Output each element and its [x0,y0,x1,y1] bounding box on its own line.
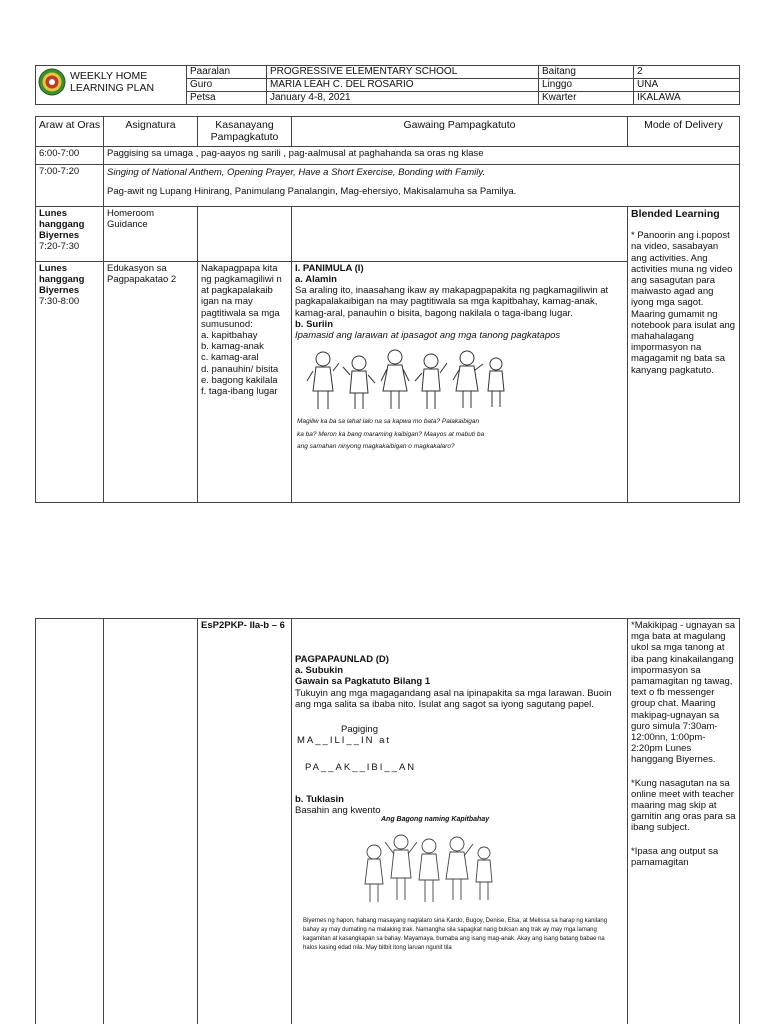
row4-day-time [36,261,104,502]
grade-value: 2 [634,66,740,79]
grade-label: Baitang [539,66,634,79]
row3-day-time [36,206,104,261]
mode-of-delivery-cell [628,206,740,502]
col-header-subject: Asignatura [104,117,198,147]
p2-sub-b: b. Tuklasin [295,793,344,805]
deped-seal-icon [38,68,66,96]
quarter-label: Kwarter [539,92,634,105]
p2-mode-of-delivery [628,619,740,1024]
competency-item: f. taga-ibang lugar [201,385,278,397]
table-row [36,164,740,206]
row3-subject [104,206,198,261]
row1-time: 6:00-7:00 [36,146,104,164]
lesson-plan-table [35,116,740,503]
plan-title-line2: LEARNING PLAN [70,82,155,94]
word-prefix: Pagiging [341,724,378,736]
competency-item: e. bagong kakilala [201,374,278,386]
caption-line3: ang samahan ninyong magkakaibigan o magkakalaro? [297,443,455,451]
caption-line2: ka ba? Meron ka bang maraming kaibigan? Maayos at mabuti ba [297,430,485,438]
row3-subject-line1: Homeroom [107,207,154,219]
activity-sub-a: a. Alamin [295,273,337,285]
p2-mode-text1: *Makikipag - ugnayan sa mga bata at magulang ukol sa mga tanong at iba pang kinakailangang impormasyon sa pamamagitan ng tawag, text o fb messenger group chat. Maaring makipag-ugnayan sa guro simula 7:30am-12:00nn, 1:00pm-2:20pm Lunes hanggang Biyernes. [631,620,736,766]
mode-text: * Panoorin ang i.popost na video, sasabayan ang activities. Ang activities muna ng video ang sasagutan para maiwasto agad ang iyong mga sagot. Maaring gumamit ng notebook para isulat ang mahahalagang impormasyon na magagamit ng bata sa kanyang pagkatuto. [631,230,736,376]
teacher-label: Guro [187,79,267,92]
competency-item: d. panauhin/ bisita [201,363,279,375]
row3-time: 7:20-7:30 [39,241,80,253]
school-value: PROGRESSIVE ELEMENTARY SCHOOL [267,66,539,79]
row4-competency [198,261,292,502]
plan-title-line1: WEEKLY HOME [70,69,148,82]
row3-activities [292,206,628,261]
row3-day-line1: Lunes [39,207,67,219]
competency-item: c. kamag-aral [201,352,259,364]
p2-day-time [36,619,104,1024]
row2-time: 7:00-7:20 [36,164,104,206]
word-puzzle-1: MA__ILI__IN at [297,735,392,747]
school-label: Paaralan [187,66,267,79]
p2-heading: PAGPAPAUNLAD (D) [295,654,389,665]
teacher-value: MARIA LEAH C. DEL ROSARIO [267,79,539,92]
lesson-plan-table-continued [35,618,740,1024]
competency-item: a. kapitbahay [201,329,258,341]
week-value: UNA [634,79,740,92]
competency-intro: Nakapagpapa kita ng pagkamagiliwi n at pagkapalakaib igan na may pagtitiwala sa mga sumusunod: [201,262,282,330]
date-label: Petsa [187,92,267,105]
col-header-competency: Kasanayang Pampagkatuto [198,117,292,147]
p2-sub-a: a. Subukin [295,665,344,677]
p2-story-intro: Basahin ang kwento [295,804,381,816]
p2-mode-text3: *Ipasa ang output sa pamamagitan [631,845,719,868]
activity-text-a: Sa araling ito, inaasahang ikaw ay makapagpapakita ng pagkamagiliwin at pagkapalakaibigan na may pagtitiwala sa mga kapitbahay, kamag-anak, kamag-aral, panauhin o bisita, bagong nakilala o taga-ibang lugar. [295,285,609,319]
row4-day-line1: Lunes [39,262,67,274]
header-table [35,65,740,105]
row3-day-line2: hanggang [39,218,85,230]
table-row [36,146,740,164]
word-puzzle-2: PA__AK__IBI__AN [305,762,417,774]
col-header-mode: Mode of Delivery [628,117,740,147]
table-row [36,619,740,1024]
mode-title: Blended Learning [631,207,720,220]
caption-line1: Magiliw ka ba sa lahat lalo na sa kapwa mo bata? Palakaibigan [297,418,480,426]
plan-title [70,70,154,94]
p2-mode-text2: *Kung nasagutan na sa online meet with teacher maaring mag skip at gamitin ang oras para sa ibang subject. [631,777,736,834]
p2-competency [198,619,292,1024]
children-illustration-icon [301,347,511,411]
p2-activities [292,619,628,1024]
p2-activity-title: Gawain sa Pagkatuto Bilang 1 [295,676,431,688]
competency-code: EsP2PKP- IIa-b – 6 [201,620,285,631]
row4-activities [292,261,628,502]
row2-text [104,164,740,206]
story-title: Ang Bagong naming Kapitbahay [381,816,490,824]
p2-instructions: Tukuyin ang mga magagandang asal na ipinapakita sa mga larawan. Buoin ang mga salita sa ibaba nito. Isulat ang sagot sa iyong sagutang papel. [295,687,612,710]
col-header-day-time: Araw at Oras [36,117,104,147]
row3-competency [198,206,292,261]
row4-day-line3: Biyernes [39,285,80,297]
week-label: Linggo [539,79,634,92]
row4-time: 7:30-8:00 [39,296,80,308]
activity-text-b: Ipamasid ang larawan at ipasagot ang mga tanong pagkatapos [295,329,561,341]
table-row [36,206,740,261]
row3-subject-line2: Guidance [107,218,148,230]
activity-heading: I. PANIMULA (I) [295,262,364,274]
row4-day-line2: hanggang [39,273,85,285]
header-logo-cell [36,66,187,105]
story-text: Biyernes ng hapon, habang masayang naglalaro sina Kardo, Bugoy, Denise, Elsa, at Melissa sa harap ng kanilang bahay ay may dumating na malaking trak. Namangha sila sapagkat nang buksan ang trak ay may mga lamang kagamitan at kasangkapan sa bahay. Mayamaya, bumaba ang isang mag-anak. Akay ang isang batang babae na halos kasing edad nila. May bitbit itong laruan ngunit tila [303,918,608,952]
competency-item: b. kamag-anak [201,341,264,353]
children-group-illustration-icon [355,830,505,910]
activity-sub-b: b. Suriin [295,318,333,330]
row4-subject: Edukasyon sa Pagpapakatao 2 [104,261,198,502]
row3-day-line3: Biyernes [39,230,80,242]
row2-line2: Pag-awit ng Lupang Hinirang, Panimulang Panalangin, Mag-ehersiyo, Makisalamuha sa Pamilya. [107,185,517,197]
date-value: January 4-8, 2021 [267,92,539,105]
row1-text: Paggising sa umaga , pag-aayos ng sarili , pag-aalmusal at paghahanda sa oras ng klase [104,146,740,164]
p2-subject [104,619,198,1024]
quarter-value: IKALAWA [634,92,740,105]
page-two [0,580,768,1024]
col-header-activities: Gawaing Pampagkatuto [292,117,628,147]
table-header-row [36,117,740,147]
image-caption [295,416,624,453]
row2-line1: Singing of National Anthem, Opening Prayer, Have a Short Exercise, Bonding with Family. [107,166,486,178]
